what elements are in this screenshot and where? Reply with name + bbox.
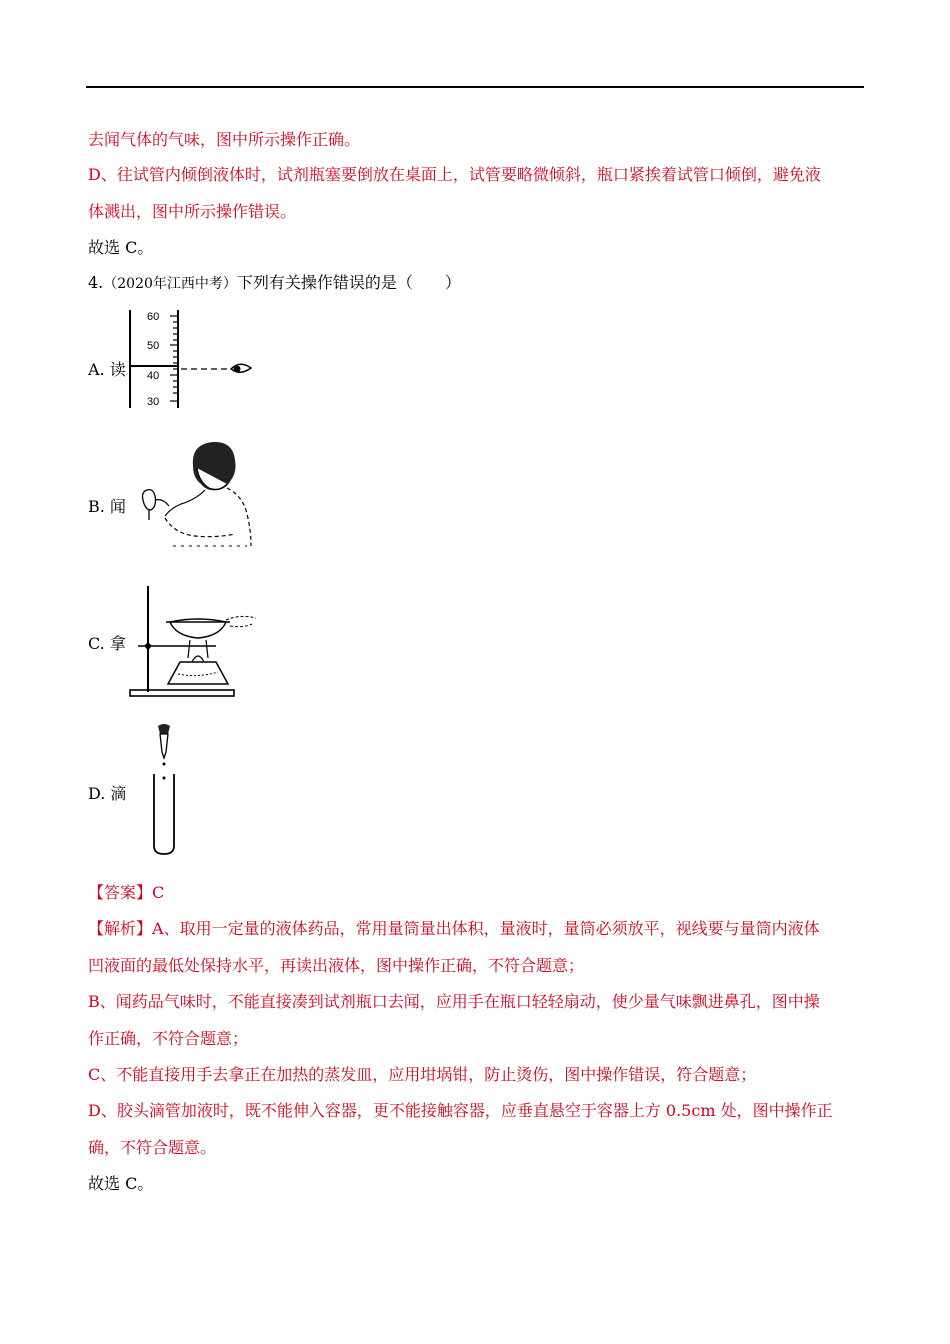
dropper-over-test-tube-icon bbox=[146, 722, 186, 858]
analysis-line: 确，不符合题意。 bbox=[88, 1138, 217, 1157]
question-stem bbox=[88, 273, 461, 294]
analysis-line: 凹液面的最低处保持水平，再读出液体，图中操作正确，不符合题意； bbox=[88, 956, 585, 975]
prev-answer-line: D、往试管内倾倒液体时，试剂瓶塞要倒放在桌面上，试管要略微倾斜，瓶口紧挨着试管口倾倒，避免液 bbox=[88, 165, 821, 184]
prev-answer-line: 体溅出，图中所示操作错误。 bbox=[88, 202, 297, 221]
scale-label-50: 50 bbox=[147, 340, 160, 352]
header-rule bbox=[86, 86, 864, 88]
graduated-cylinder-reading-icon bbox=[125, 308, 260, 410]
question-number: 4. bbox=[88, 273, 104, 292]
option-d-label: D. 滴 bbox=[88, 784, 127, 803]
option-c-label: C. 拿 bbox=[88, 634, 126, 653]
analysis-line: D、胶头滴管加液时，既不能伸入容器，更不能接触容器，应垂直悬空于容器上方 0.5cm 处，图中操作正 bbox=[88, 1101, 833, 1120]
analysis-line: 作正确，不符合题意； bbox=[88, 1029, 249, 1048]
analysis-line: B、闻药品气味时，不能直接凑到试剂瓶口去闻，应用手在瓶口轻轻扇动，使少量气味飘进鼻孔，图中操 bbox=[88, 992, 820, 1011]
answer-line bbox=[88, 883, 164, 903]
option-b-label: B. 闻 bbox=[88, 497, 126, 516]
prev-answer-line: 去闻气体的气味，图中所示操作正确。 bbox=[88, 130, 361, 149]
smelling-gas-icon bbox=[135, 438, 260, 550]
question-source: （2020年江西中考） bbox=[103, 276, 237, 292]
analysis-tag: 【解析】 bbox=[88, 919, 153, 938]
scale-label-40: 40 bbox=[147, 370, 160, 382]
question-text: 下列有关操作错误的是（ ） bbox=[236, 273, 461, 292]
analysis-line bbox=[88, 919, 820, 939]
scale-label-30: 30 bbox=[147, 396, 160, 408]
prev-answer-conclusion: 故选 C。 bbox=[88, 238, 154, 257]
analysis-text: A、取用一定量的液体药品，常用量筒量出体积，量液时，量筒必须放平，视线要与量筒内液体 bbox=[152, 919, 820, 938]
answer-tag: 【答案】 bbox=[88, 883, 153, 902]
scale-label-60: 60 bbox=[147, 311, 160, 323]
evaporating-dish-on-burner-icon bbox=[128, 584, 260, 700]
answer-value: C bbox=[152, 883, 165, 902]
option-a-label: A. 读 bbox=[88, 360, 126, 379]
analysis-line: C、不能直接用手去拿正在加热的蒸发皿，应用坩埚钳，防止烫伤，图中操作错误，符合题意； bbox=[88, 1065, 757, 1084]
analysis-conclusion: 故选 C。 bbox=[88, 1174, 154, 1193]
